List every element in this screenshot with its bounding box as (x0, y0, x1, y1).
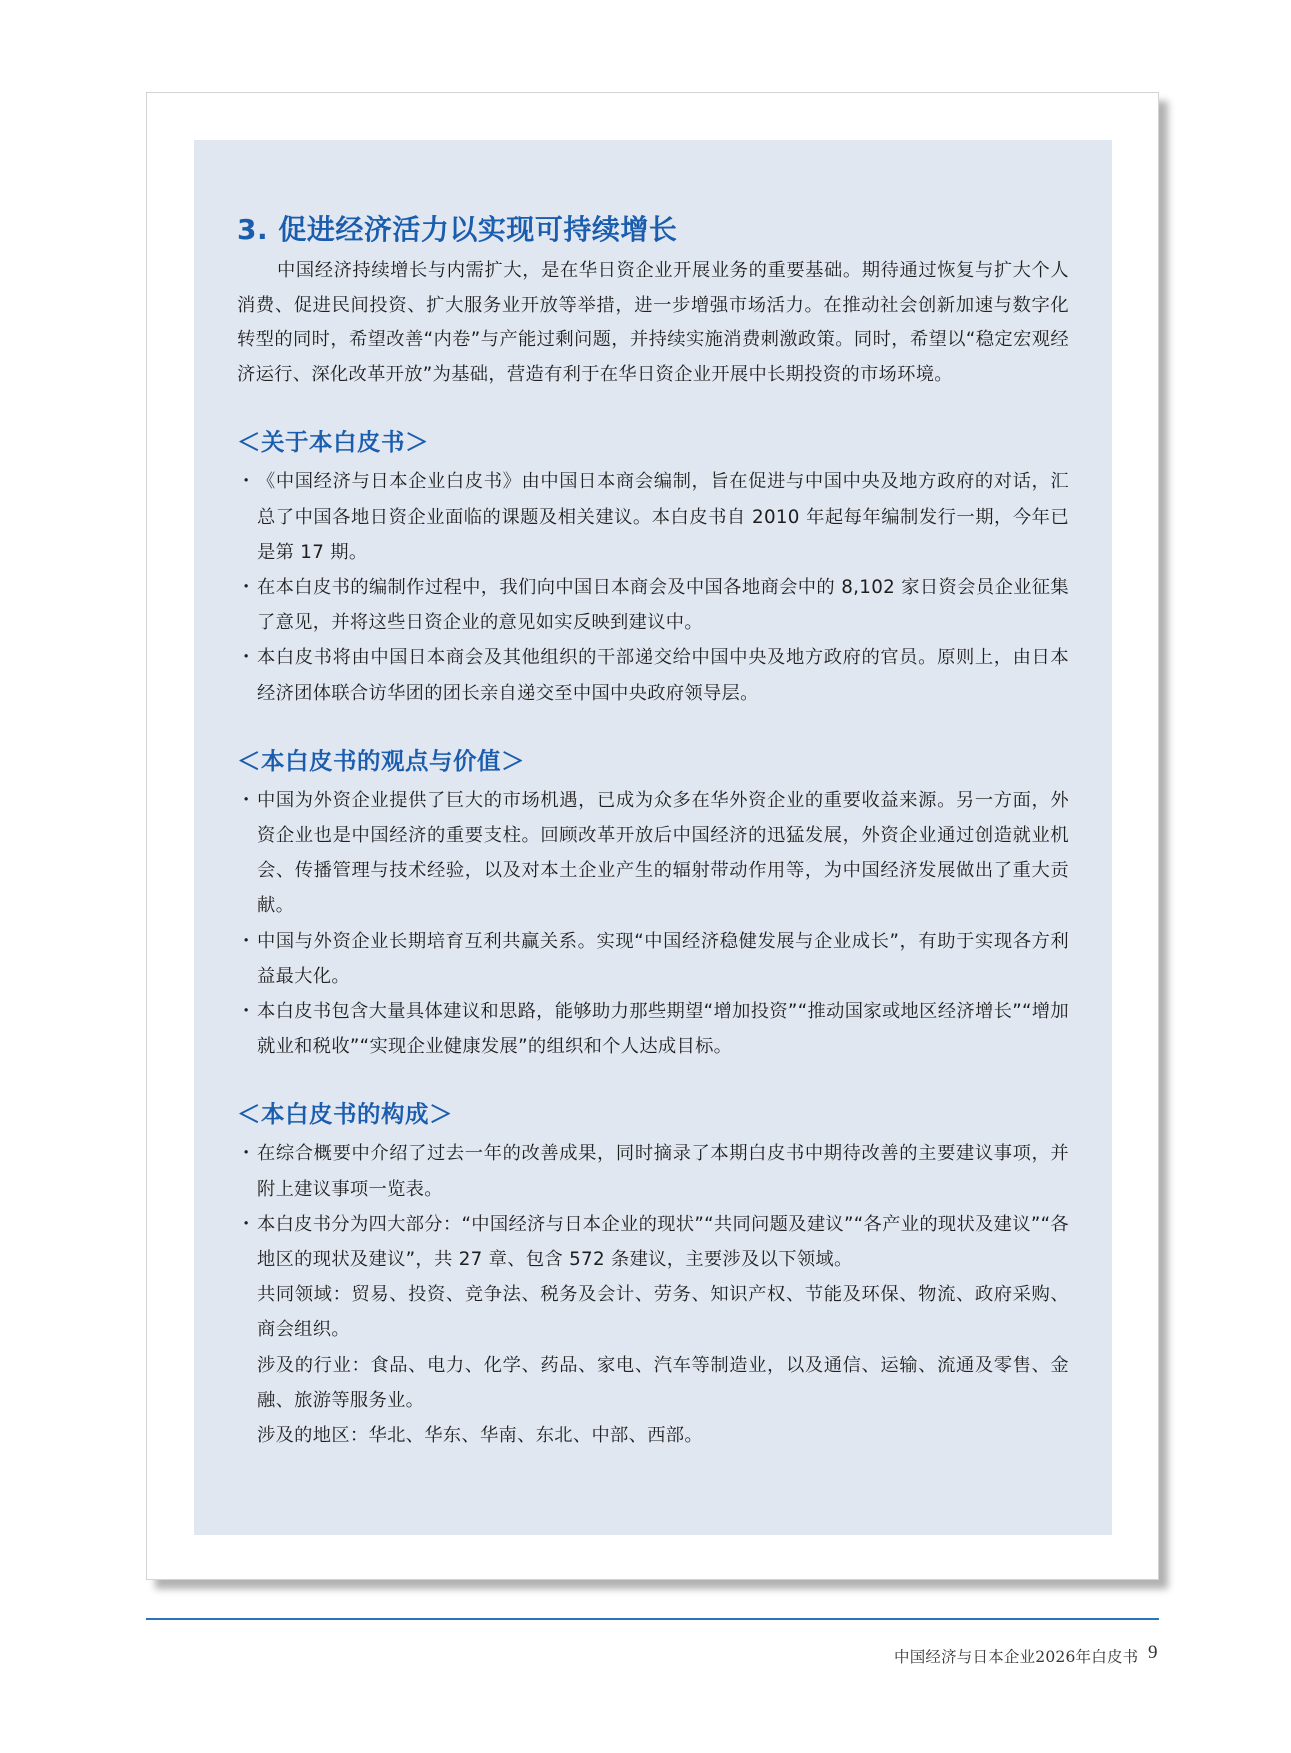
content-panel (194, 140, 1112, 1535)
bullet-dot: ・ (237, 1213, 256, 1235)
bullet-dot: ・ (237, 789, 256, 811)
bullet-dot: ・ (237, 647, 256, 669)
page-number: 9 (1148, 1642, 1158, 1663)
list-item (237, 783, 1069, 924)
footer-title: 中国经济与日本企业2026年白皮书 (894, 1648, 1139, 1666)
bullet-dot: ・ (237, 930, 256, 952)
structure-list (237, 1136, 1069, 1277)
section-intro: 中国经济持续增长与内需扩大，是在华日资企业开展业务的重要基础。期待通过恢复与扩大个人消费、促进民间投资、扩大服务业开放等举措，进一步增强市场活力。在推动社会创新加速与数字化转型的同时，希望改善“内卷”与产能过剩问题，并持续实施消费刺激政策。同时，希望以“稳定宏观经济运行、深化改革开放”为基础，营造有利于在华日资企业开展中长期投资的市场环境。 (237, 260, 1069, 385)
about-title: ＜关于本白皮书＞ (237, 428, 429, 457)
bullet-dot: ・ (237, 576, 256, 598)
list-item-text: 在综合概要中介绍了过去一年的改善成果，同时摘录了本期白皮书中期待改善的主要建议事项，并附上建议事项一览表。 (257, 1143, 1069, 1200)
footer-rule (146, 1618, 1159, 1620)
list-item (237, 994, 1069, 1064)
regions: 涉及的地区：华北、华东、华南、东北、中部、西部。 (257, 1425, 703, 1447)
common-fields: 共同领域：贸易、投资、竞争法、税务及会计、劳务、知识产权、节能及环保、物流、政府采购、商会组织。 (257, 1284, 1069, 1341)
list-item-text: 中国为外资企业提供了巨大的市场机遇，已成为众多在华外资企业的重要收益来源。另一方面，外资企业也是中国经济的重要支柱。回顾改革开放后中国经济的迅猛发展，外资企业通过创造就业机会、传播管理与技术经验，以及对本土企业产生的辐射带动作用等，为中国经济发展做出了重大贡献。 (257, 789, 1069, 917)
structure-detail (237, 1277, 1069, 1453)
list-item (237, 640, 1069, 710)
list-item-text: 本白皮书包含大量具体建议和思路，能够助力那些期望“增加投资”“推动国家或地区经济增长”“增加就业和税收”“实现企业健康发展”的组织和个人达成目标。 (257, 1001, 1069, 1058)
list-item-text: 本白皮书将由中国日本商会及其他组织的干部递交给中国中央及地方政府的官员。原则上，由日本经济团体联合访华团的团长亲自递交至中国中央政府领导层。 (257, 647, 1069, 704)
list-item-text: 中国与外资企业长期培育互利共赢关系。实现“中国经济稳健发展与企业成长”，有助于实现各方利益最大化。 (257, 930, 1069, 987)
list-item (237, 570, 1069, 640)
about-list (237, 464, 1069, 710)
list-item (237, 924, 1069, 994)
structure-title: ＜本白皮书的构成＞ (237, 1100, 453, 1129)
list-item (237, 1136, 1069, 1206)
section-title: 3. 促进经济活力以实现可持续增长 (237, 213, 678, 246)
industries: 涉及的行业：食品、电力、化学、药品、家电、汽车等制造业，以及通信、运输、流通及零售、金融、旅游等服务业。 (257, 1354, 1069, 1411)
bullet-dot: ・ (237, 471, 256, 493)
list-item (237, 1207, 1069, 1277)
list-item-text: 本白皮书分为四大部分：“中国经济与日本企业的现状”“共同问题及建议”“各产业的现状及建议”“各地区的现状及建议”，共 27 章、包含 572 条建议，主要涉及以下领域。 (257, 1213, 1069, 1271)
bullet-dot: ・ (237, 1001, 256, 1023)
bullet-dot: ・ (237, 1143, 256, 1165)
value-title: ＜本白皮书的观点与价值＞ (237, 746, 525, 775)
list-item (237, 464, 1069, 570)
list-item-text: 在本白皮书的编制作过程中，我们向中国日本商会及中国各地商会中的 8,102 家日资会员企业征集了意见，并将这些日资企业的意见如实反映到建议中。 (257, 576, 1069, 634)
value-list (237, 783, 1069, 1065)
list-item-text: 《中国经济与日本企业白皮书》由中国日本商会编制，旨在促进与中国中央及地方政府的对话，汇总了中国各地日资企业面临的课题及相关建议。本白皮书自 2010 年起每年编制发行一期，今年已是第 17 期。 (257, 471, 1069, 563)
